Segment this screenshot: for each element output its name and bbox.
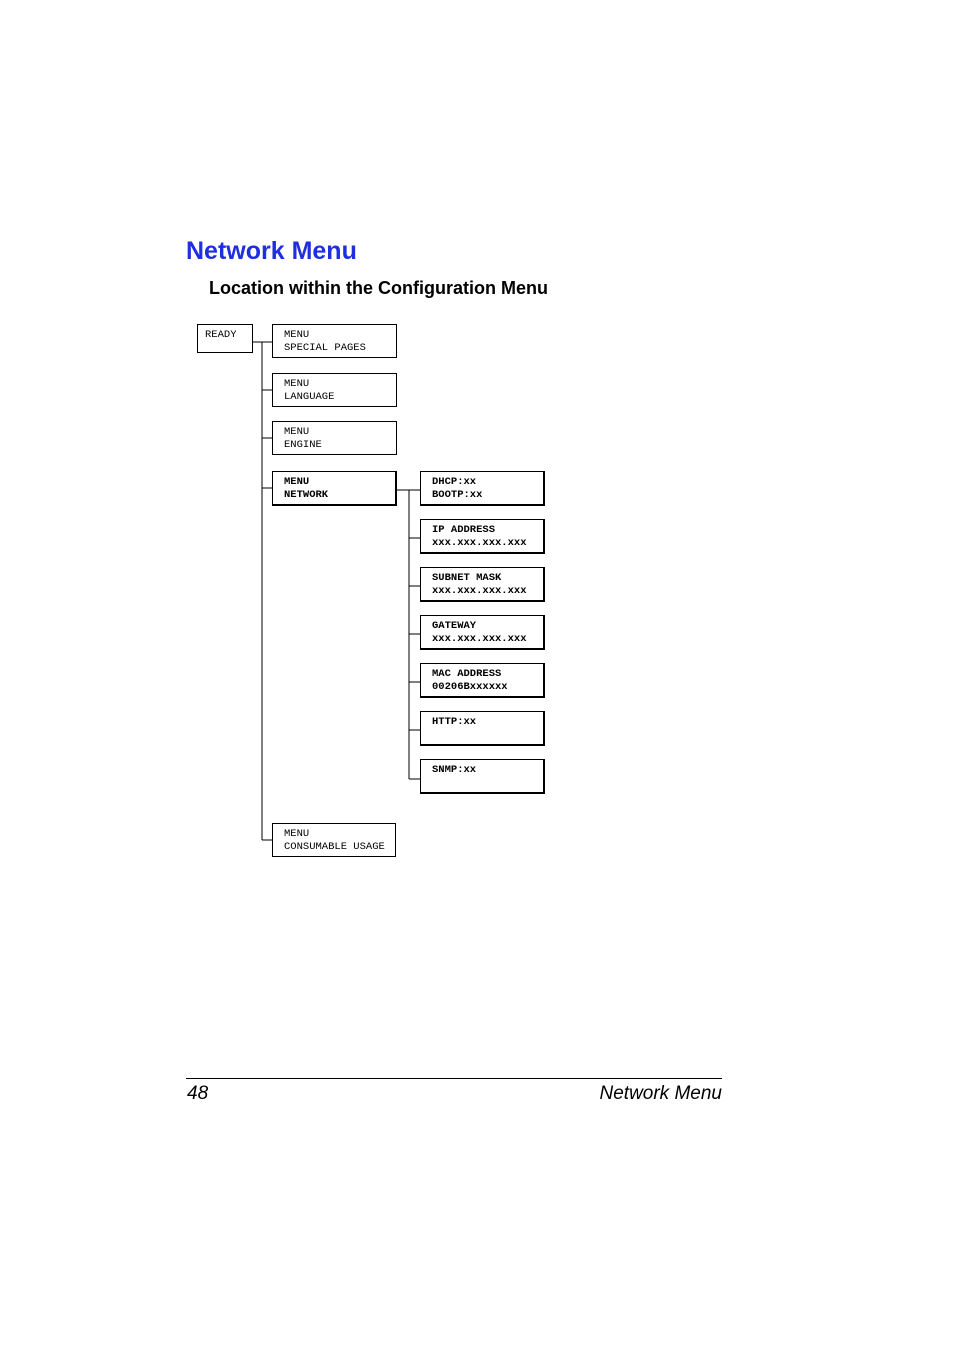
ip-address-box [420,519,545,554]
mac-address-box [420,663,545,698]
box-line-1: MENU [284,426,310,438]
page-title: Network Menu [186,237,357,265]
box-line-2: ENGINE [284,438,322,451]
snmp-box [420,759,545,794]
box-line-2: CONSUMABLE USAGE [284,840,385,853]
box-line-1: MENU [284,329,310,341]
box-line-2: xxx.xxx.xxx.xxx [432,584,527,597]
box-line-2: LANGUAGE [284,390,335,403]
menu-network-box [272,471,397,506]
menu-special-pages-box [272,324,397,358]
box-line-1: MENU [284,378,310,390]
box-line-1: DHCP:xx [432,476,477,488]
page-number: 48 [187,1083,209,1104]
dhcp-bootp-box [420,471,545,506]
box-line-2: BOOTP:xx [432,488,483,501]
box-line-2: NETWORK [284,488,329,501]
gateway-box [420,615,545,650]
menu-engine-box [272,421,397,455]
ready-box [197,324,253,353]
box-line-1: MENU [284,828,310,840]
box-line-2: 00206Bxxxxxx [432,680,508,693]
box-line-2: SPECIAL PAGES [284,341,366,354]
section-subtitle: Location within the Configuration Menu [209,278,548,298]
box-line-2: xxx.xxx.xxx.xxx [432,536,527,549]
box-line-2: xxx.xxx.xxx.xxx [432,632,527,645]
box-line-1: GATEWAY [432,620,477,632]
box-line-1: HTTP:xx [432,716,477,728]
menu-language-box [272,373,397,407]
footer-rule [186,1078,722,1079]
footer-section-title: Network Menu [599,1083,722,1104]
box-line-1: IP ADDRESS [432,524,496,536]
box-line-1: SNMP:xx [432,764,477,776]
ready-label: READY [205,329,237,341]
box-line-1: MAC ADDRESS [432,668,502,680]
http-box [420,711,545,746]
box-line-1: SUBNET MASK [432,572,502,584]
menu-consumable-usage-box [272,823,396,857]
box-line-1: MENU [284,476,310,488]
subnet-mask-box [420,567,545,602]
